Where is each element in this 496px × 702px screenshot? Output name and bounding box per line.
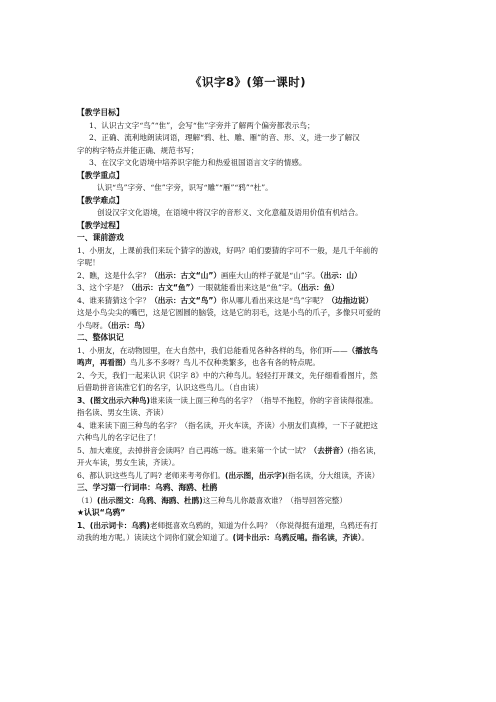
bold-text: （出示：古文“鸟”） <box>150 295 221 305</box>
paragraph: 开火车读，男女生读，齐读）。 <box>77 458 180 467</box>
text: 1、小朋友，在动物园里，在大自然中，我们总能看见各种各样的鸟，你们听—— <box>77 345 348 355</box>
bold-text: （边指边说） <box>327 295 373 305</box>
page-title: 《识字8》(第一课时) <box>189 75 306 89</box>
process-heading: 【教学过程】 <box>77 220 124 230</box>
paragraph <box>77 532 423 545</box>
paragraph: 这是小鸟尖尖的嘴巴，这是它圆圆的脑袋，这是它的羽毛，这是小鸟的爪子，多像只可爱的 <box>77 308 381 317</box>
text: 这三种鸟儿你最喜欢谁？（指导回答完整） <box>202 495 347 505</box>
goal-item: 2、正确、流利地朗读词语，理解“鸦、杜、雕、雁”的音、形、义，进一步了解汉 <box>89 133 360 142</box>
paragraph <box>77 345 423 358</box>
paragraph: 六种鸟儿的名字记住了！ <box>77 433 161 442</box>
lesson-plan-body <box>77 107 423 545</box>
bold-text: (出示图，出示字) <box>225 470 286 480</box>
part-one-heading: 一、课前游戏 <box>77 233 124 242</box>
focus-heading: 【教学重点】 <box>77 170 124 180</box>
bold-text: 鸣声，再看图） <box>77 358 131 367</box>
text: 4、谁来猜猜这个字？ <box>77 295 151 305</box>
text: 老师挺喜欢乌鸦的，知道为什么吗？（你说得挺有道理，乌鸦还有打 <box>149 520 378 530</box>
paragraph <box>77 520 423 533</box>
goals-heading: 【教学目标】 <box>77 108 124 117</box>
bold-text: （出示：古文“山”） <box>150 270 221 280</box>
paragraph: 后借助拼音读准它们的名字，认识这些鸟儿。（自由读） <box>77 383 264 392</box>
paragraph: 1、小朋友，上课前我们来玩个猜字的游戏，好吗？咱们要猜的字可不一般，是几千年前的 <box>77 245 378 255</box>
text: (指名读，分大组读，齐读） <box>285 470 380 480</box>
text: 小鸟呀。 <box>77 320 108 330</box>
bold-text: （出示：鸟） <box>107 320 150 330</box>
goal-item: 1、认识古文字“鸟”“隹”，会写“隹”字旁并了解两个偏旁都表示鸟； <box>89 120 315 130</box>
text: 三、学习第一行词串： <box>77 483 155 492</box>
paragraph <box>77 445 423 458</box>
text: 3、这个字是？ <box>77 283 128 292</box>
difficulty-text: 创设汉字文化语境，在语境中将汉字的音形义、文化意蕴及语用价值有机结合。 <box>97 208 363 217</box>
bold-text: 1、(出示词卡：乌鸦) <box>77 520 150 530</box>
bold-text: （出示：山） <box>319 270 362 280</box>
bold-text: 乌鸦、海鸥、杜鹃 <box>154 483 218 492</box>
bold-text: （出示：鱼） <box>297 283 339 292</box>
text: （1） <box>77 495 98 505</box>
text: 。 <box>361 533 370 542</box>
text: 6、都认识这些鸟儿了吗? 老师来考考你们。 <box>77 470 226 480</box>
text: 2、瞧，这是什么字？ <box>77 270 151 280</box>
text: 你从哪儿看出来这是“鸟”字呢？ <box>220 295 328 305</box>
bold-text: （播放鸟 <box>347 345 378 355</box>
bold-text: 3、(图文出示六种鸟) <box>77 395 150 405</box>
paragraph: 2、今天，我们一起来认识《识字 8》中的六种鸟儿。轻轻打开课文，先仔细看看图片，然 <box>77 370 378 380</box>
text: (指名读， <box>347 445 381 455</box>
part-three-heading <box>77 482 423 495</box>
text: 画座大山的样子就是“山”字。 <box>220 270 320 280</box>
paragraph <box>77 282 423 295</box>
part-two-heading: 二、整体识记 <box>77 333 124 342</box>
paragraph <box>77 320 423 333</box>
bold-text: (词卡出示：乌鸦反哺。指名读，齐读） <box>232 533 362 542</box>
paragraph: 字呢！ <box>77 258 100 267</box>
focus-text: 认识“鸟”字旁、“隹”字旁，识写“雕”“雁”“鸦”“杜”。 <box>97 183 273 192</box>
difficulty-heading: 【教学难点】 <box>77 195 124 205</box>
subsection-heading: ★认识“乌鸦” <box>77 508 126 517</box>
bold-text: （去拼音） <box>309 445 348 455</box>
paragraph <box>77 470 423 483</box>
goal-item: 3、在汉字文化语境中培养识字能力和热爱祖国语言文字的情感。 <box>89 158 307 167</box>
goal-item-continued: 字的构字特点并能正确、规范书写； <box>77 145 199 155</box>
text: 一眼就能看出来这是“鱼”字。 <box>198 283 298 292</box>
paragraph <box>77 357 423 370</box>
paragraph <box>77 495 423 508</box>
paragraph <box>77 395 423 408</box>
text: 5、加大难度，去掉拼音会读吗？自己再练一练。谁来第一个试一试？ <box>77 445 310 455</box>
bold-text: （出示：古文“鱼”） <box>127 283 199 292</box>
paragraph: 4、谁来读下面三种鸟的名字？（指名读，开火车读，齐读）小朋友们真棒，一下子就把这 <box>77 420 378 430</box>
paragraph <box>77 270 423 283</box>
paragraph: 指名读、男女生读、齐读） <box>77 408 169 417</box>
text: 鸟儿多不多呀？鸟儿不仅种类繁多，也各有各的特点呢。 <box>130 358 320 367</box>
bold-text: (出示图文：乌鸦、海鸥、杜鹃) <box>97 495 203 505</box>
text: 谁来读一读上面三种鸟的名字？（指导不拖腔，你的字音读得很准。 <box>149 395 378 405</box>
paragraph <box>77 295 423 308</box>
text: 动我的地方呢。）读读这个词你们就会知道了。 <box>77 533 233 542</box>
